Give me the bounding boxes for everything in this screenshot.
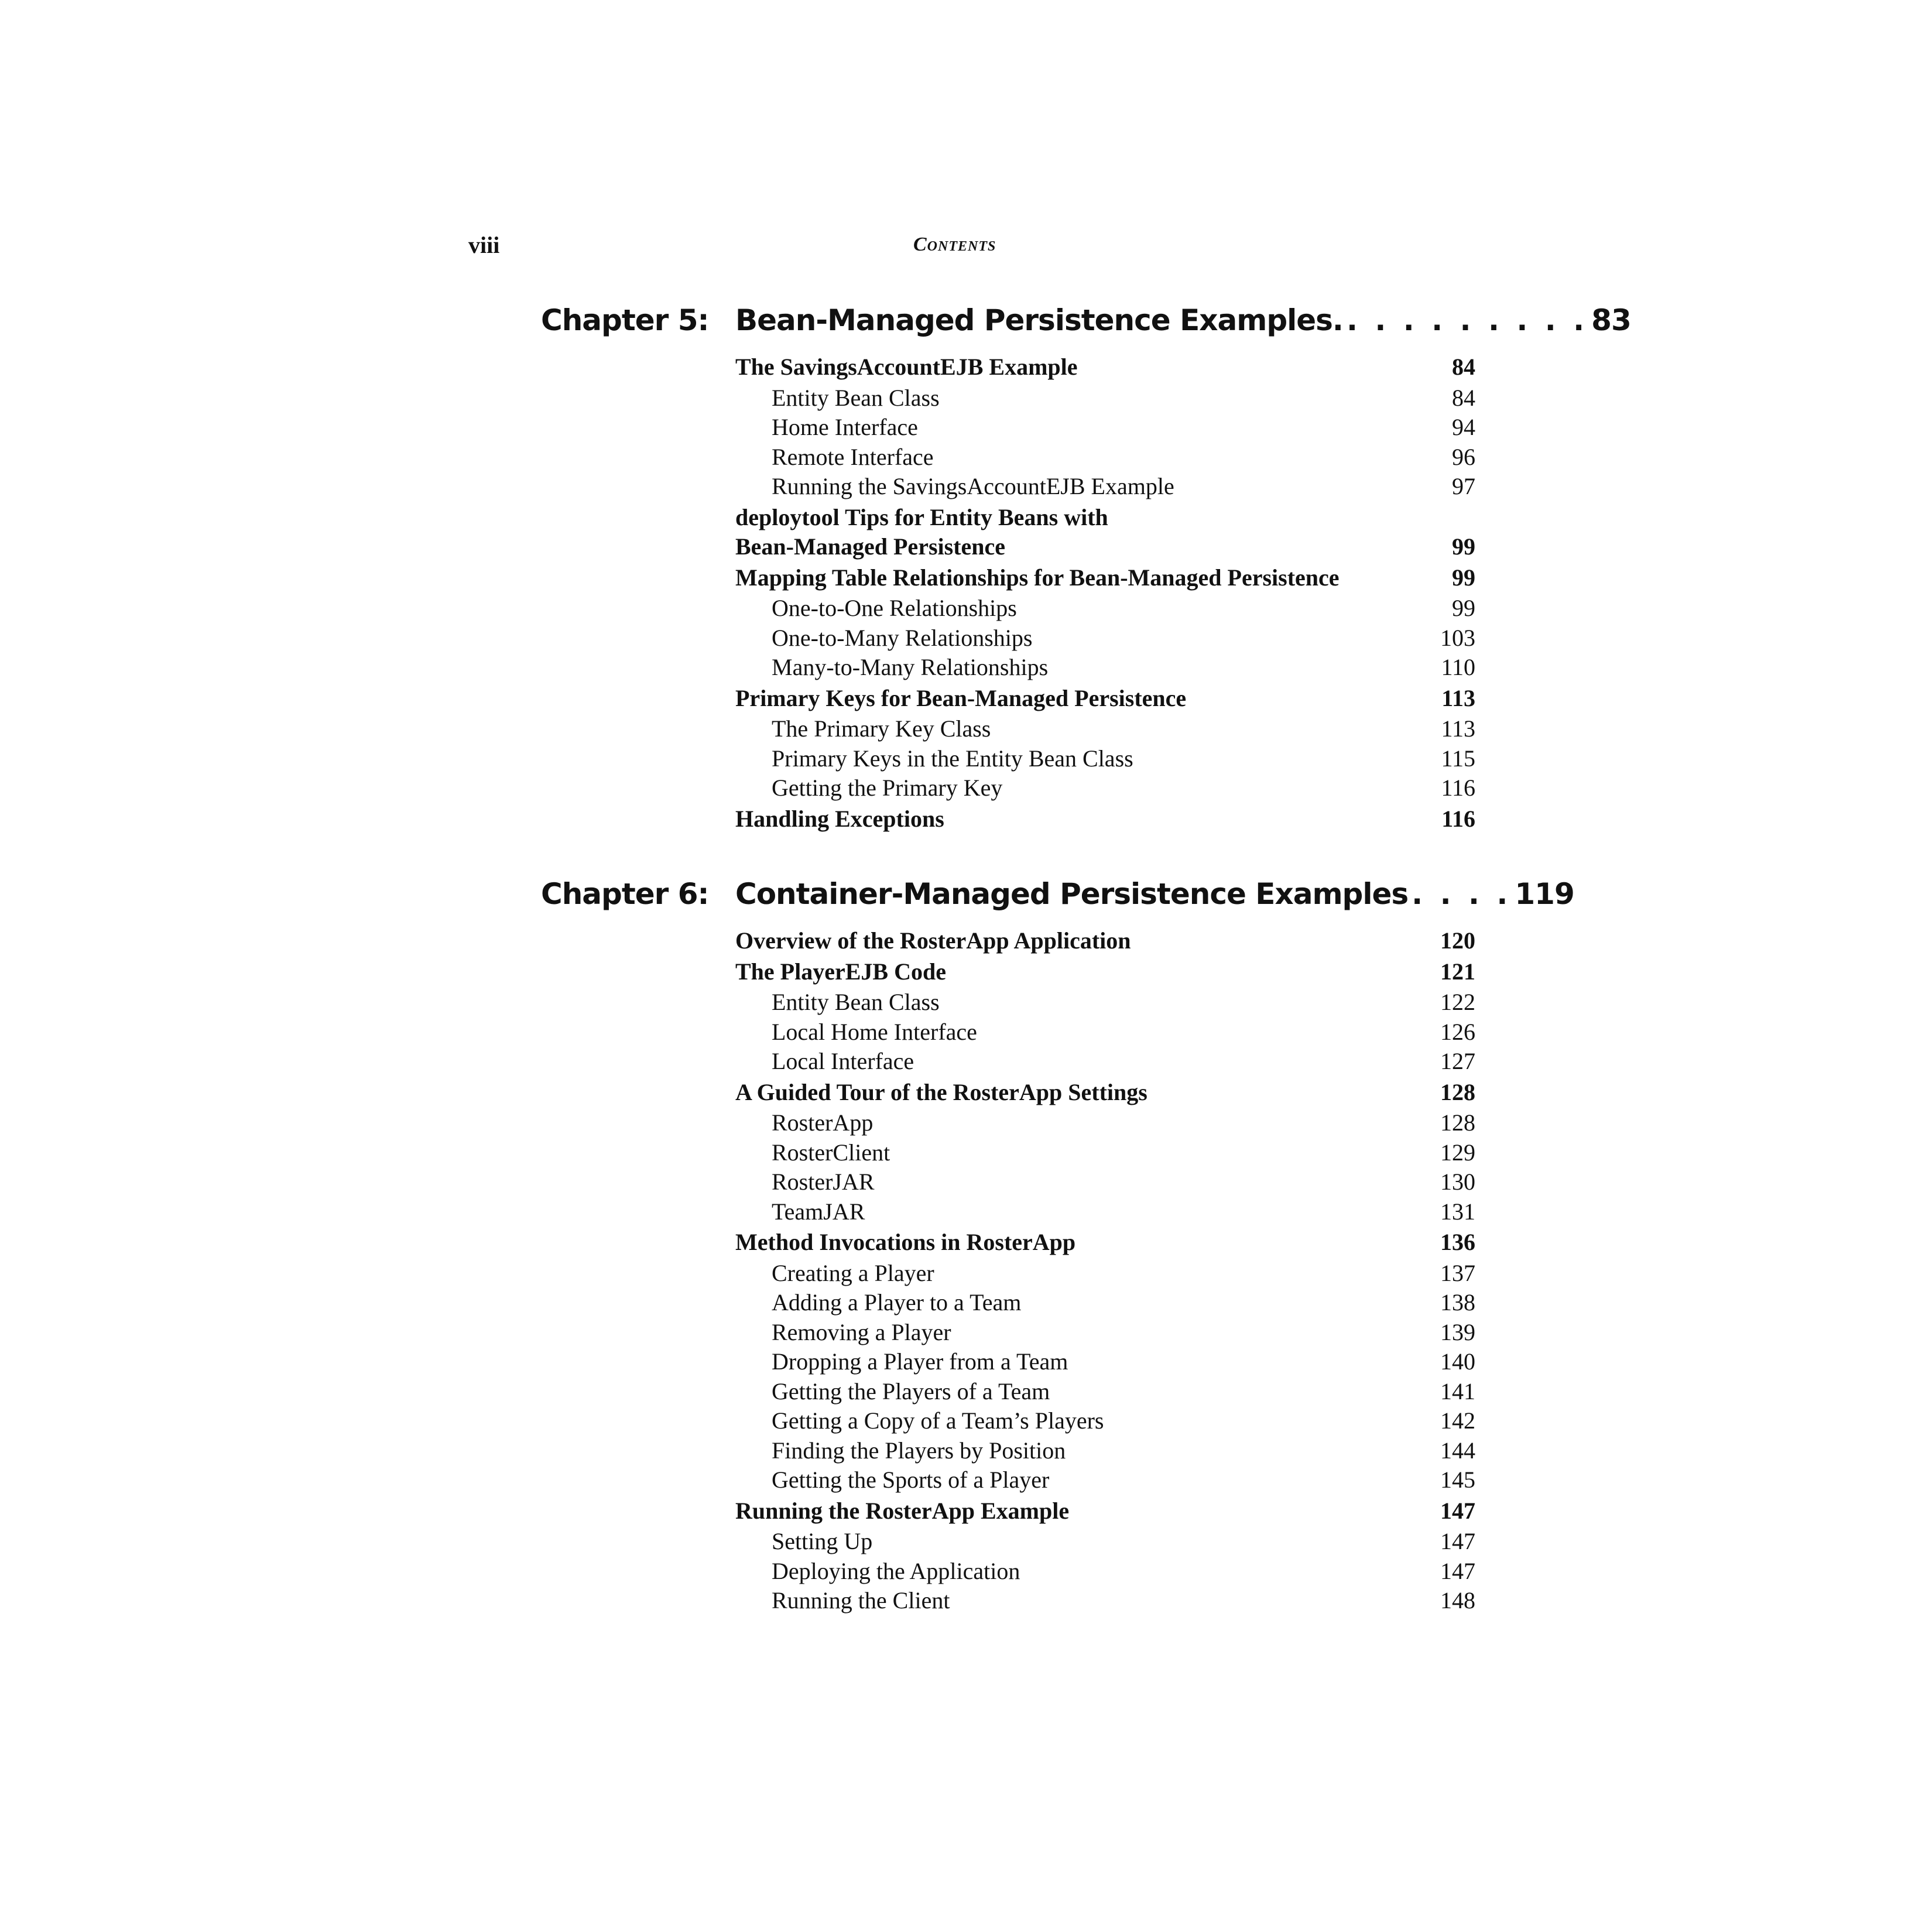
- chapter-title-row[interactable]: [735, 303, 1631, 337]
- toc-section[interactable]: [735, 503, 1475, 533]
- toc-entry-title: Handling Exceptions: [735, 805, 944, 832]
- toc-entry-title: Entity Bean Class: [772, 989, 940, 1015]
- toc-section[interactable]: [735, 957, 1475, 987]
- toc-entry-title: deploytool Tips for Entity Beans with: [735, 503, 1108, 530]
- toc-entry-title: Finding the Players by Position: [772, 1437, 1066, 1464]
- toc-subsection[interactable]: [735, 1259, 1475, 1289]
- toc-subsection[interactable]: [735, 413, 1475, 443]
- toc-subsection[interactable]: [735, 443, 1475, 472]
- toc-subsection[interactable]: [735, 773, 1475, 803]
- toc-subsection[interactable]: [735, 988, 1475, 1018]
- toc-entry-page: 96: [1452, 443, 1475, 470]
- toc-subsection[interactable]: [735, 1288, 1475, 1318]
- toc-entry-page: 116: [1441, 775, 1475, 801]
- toc-subsection[interactable]: [735, 1167, 1475, 1197]
- toc-subsection[interactable]: [735, 653, 1475, 683]
- toc-entry-title: Many-to-Many Relationships: [772, 654, 1049, 680]
- toc-subsection[interactable]: [735, 1197, 1475, 1227]
- toc-entry-title: Getting the Sports of a Player: [772, 1467, 1050, 1493]
- toc-entry-page: 131: [1440, 1198, 1475, 1225]
- toc-entry-title: Running the SavingsAccountEJB Example: [772, 473, 1174, 499]
- toc-entry-page: 148: [1440, 1587, 1475, 1614]
- toc-entry-page: 113: [1441, 715, 1475, 742]
- toc-entry-page: 137: [1440, 1259, 1475, 1286]
- toc-subsection[interactable]: [735, 1138, 1475, 1168]
- dot-leader: . . . . . . . . .: [1346, 303, 1588, 337]
- toc-entry-title: Running the RosterApp Example: [735, 1497, 1070, 1524]
- toc-entry-page: 136: [1440, 1229, 1475, 1255]
- toc-entry-title: A Guided Tour of the RosterApp Settings: [735, 1078, 1147, 1105]
- toc-entry-page: 140: [1440, 1348, 1475, 1375]
- toc-entry-title: TeamJAR: [772, 1198, 865, 1225]
- toc-section[interactable]: [735, 804, 1475, 834]
- chapter-title[interactable]: Bean-Managed Persistence Examples.: [735, 303, 1343, 337]
- toc-entry-page: 128: [1440, 1109, 1475, 1136]
- toc-entry-page: 84: [1452, 354, 1475, 380]
- toc-entry-title: RosterClient: [772, 1139, 890, 1166]
- toc-entry-title: The SavingsAccountEJB Example: [735, 354, 1078, 380]
- toc-entry-page: 147: [1440, 1497, 1475, 1524]
- toc-entry-page: 99: [1452, 595, 1475, 621]
- toc-entry-title: RosterApp: [772, 1109, 873, 1136]
- toc-entry-title: Adding a Player to a Team: [772, 1289, 1022, 1316]
- toc-entry-page: 141: [1440, 1378, 1475, 1405]
- chapter-5: [541, 303, 1631, 832]
- toc-section[interactable]: [735, 1228, 1475, 1258]
- toc-subsection[interactable]: [735, 1465, 1475, 1495]
- toc-subsection[interactable]: [735, 1406, 1475, 1436]
- toc-entry-title: Getting the Primary Key: [772, 775, 1003, 801]
- chapter-page-number: 119: [1515, 877, 1574, 911]
- toc-entry-page: 145: [1440, 1467, 1475, 1493]
- toc-entry-page: 115: [1441, 745, 1475, 772]
- toc-section[interactable]: [735, 684, 1475, 714]
- toc-entry-title: RosterJAR: [772, 1169, 875, 1195]
- toc-entry-page: 120: [1440, 927, 1475, 954]
- toc-entry-title: Mapping Table Relationships for Bean-Managed Persistence: [735, 564, 1340, 591]
- toc-entry-page: 99: [1452, 533, 1475, 560]
- toc-entry-page: 130: [1440, 1169, 1475, 1195]
- toc-entry-title: The PlayerEJB Code: [735, 958, 946, 985]
- toc-entry-title: Method Invocations in RosterApp: [735, 1229, 1076, 1255]
- toc-entry-title: Local Interface: [772, 1048, 914, 1074]
- toc-entry-page: 116: [1441, 805, 1475, 832]
- toc-entry-title: Getting the Players of a Team: [772, 1378, 1050, 1405]
- toc-subsection[interactable]: [735, 1108, 1475, 1138]
- running-title: Contents: [913, 234, 996, 255]
- toc-section[interactable]: [735, 532, 1475, 562]
- chapter-title[interactable]: Container-Managed Persistence Examples: [735, 877, 1409, 911]
- toc-entry-title: Remote Interface: [772, 443, 934, 470]
- chapter-label: Chapter 5:: [541, 303, 709, 337]
- toc-section[interactable]: [735, 926, 1475, 956]
- toc-entry-title: Bean-Managed Persistence: [735, 533, 1006, 560]
- chapter-6: [541, 877, 1574, 1614]
- toc-subsection[interactable]: [735, 1586, 1475, 1616]
- toc-subsection[interactable]: [735, 1436, 1475, 1466]
- toc-subsection[interactable]: [735, 1018, 1475, 1047]
- toc-subsection[interactable]: [735, 744, 1475, 774]
- toc-entry-page: 84: [1452, 384, 1475, 411]
- toc-subsection[interactable]: [735, 1347, 1475, 1377]
- toc-entry-title: Deploying the Application: [772, 1557, 1020, 1584]
- toc-entry-title: Entity Bean Class: [772, 384, 940, 411]
- toc-entry-page: 142: [1440, 1407, 1475, 1434]
- toc-entry-title: Dropping a Player from a Team: [772, 1348, 1068, 1375]
- chapter-heading: [541, 303, 1631, 344]
- toc-subsection[interactable]: [735, 1557, 1475, 1587]
- toc-entry-title: Removing a Player: [772, 1318, 951, 1345]
- toc-entry-page: 110: [1441, 654, 1475, 680]
- dot-leader: . . . .: [1412, 877, 1512, 911]
- toc-entry-page: 147: [1440, 1557, 1475, 1584]
- page-number: viii: [468, 232, 500, 258]
- running-head: [468, 231, 1475, 261]
- toc-entry-title: Overview of the RosterApp Application: [735, 927, 1131, 954]
- chapter-heading: [541, 877, 1574, 918]
- toc-entry-page: 94: [1452, 414, 1475, 440]
- toc-subsection[interactable]: [735, 1527, 1475, 1557]
- toc-entry-page: 139: [1440, 1318, 1475, 1345]
- toc-entry-page: 138: [1440, 1289, 1475, 1316]
- toc-entry-title: Creating a Player: [772, 1259, 934, 1286]
- toc-entry-page: 129: [1440, 1139, 1475, 1166]
- toc-entry-page: 97: [1452, 473, 1475, 499]
- toc-entry-title: Primary Keys for Bean-Managed Persistence: [735, 684, 1187, 711]
- chapter-page-number: 83: [1591, 303, 1631, 337]
- toc-entry-title: One-to-One Relationships: [772, 595, 1017, 621]
- toc-section[interactable]: [735, 1078, 1475, 1108]
- toc-entry-title: Running the Client: [772, 1587, 950, 1614]
- toc-entry-page: 127: [1440, 1048, 1475, 1074]
- chapter-label: Chapter 6:: [541, 877, 709, 911]
- toc-entry-page: 121: [1440, 958, 1475, 985]
- toc-entry-page: 113: [1441, 684, 1475, 711]
- toc-entry-page: 144: [1440, 1437, 1475, 1464]
- toc-subsection[interactable]: [735, 1377, 1475, 1407]
- toc-subsection[interactable]: [735, 714, 1475, 744]
- toc-entry-title: The Primary Key Class: [772, 715, 991, 742]
- toc-entry-page: 147: [1440, 1528, 1475, 1554]
- toc-entry-page: 122: [1440, 989, 1475, 1015]
- toc-entry-page: 103: [1440, 624, 1475, 651]
- toc-entry-title: Home Interface: [772, 414, 918, 440]
- toc-subsection[interactable]: [735, 624, 1475, 653]
- toc-entry-title: Setting Up: [772, 1528, 873, 1554]
- toc-subsection[interactable]: [735, 594, 1475, 624]
- chapter-title-row[interactable]: [735, 877, 1574, 911]
- toc-subsection[interactable]: [735, 383, 1475, 413]
- toc-entry-title: Primary Keys in the Entity Bean Class: [772, 745, 1133, 772]
- toc-entry-page: 99: [1452, 564, 1475, 591]
- toc-subsection[interactable]: [735, 1318, 1475, 1348]
- toc-subsection[interactable]: [735, 1047, 1475, 1077]
- toc-list: [735, 352, 1475, 834]
- toc-entry-title: Getting a Copy of a Team’s Players: [772, 1407, 1104, 1434]
- toc-entry-page: 126: [1440, 1018, 1475, 1045]
- toc-list: [735, 926, 1475, 1616]
- toc-entry-page: 128: [1440, 1078, 1475, 1105]
- toc-section[interactable]: [735, 1496, 1475, 1526]
- toc-section[interactable]: [735, 563, 1475, 593]
- toc-entry-title: One-to-Many Relationships: [772, 624, 1033, 651]
- toc-subsection[interactable]: [735, 472, 1475, 502]
- toc-section[interactable]: [735, 352, 1475, 382]
- toc-entry-title: Local Home Interface: [772, 1018, 977, 1045]
